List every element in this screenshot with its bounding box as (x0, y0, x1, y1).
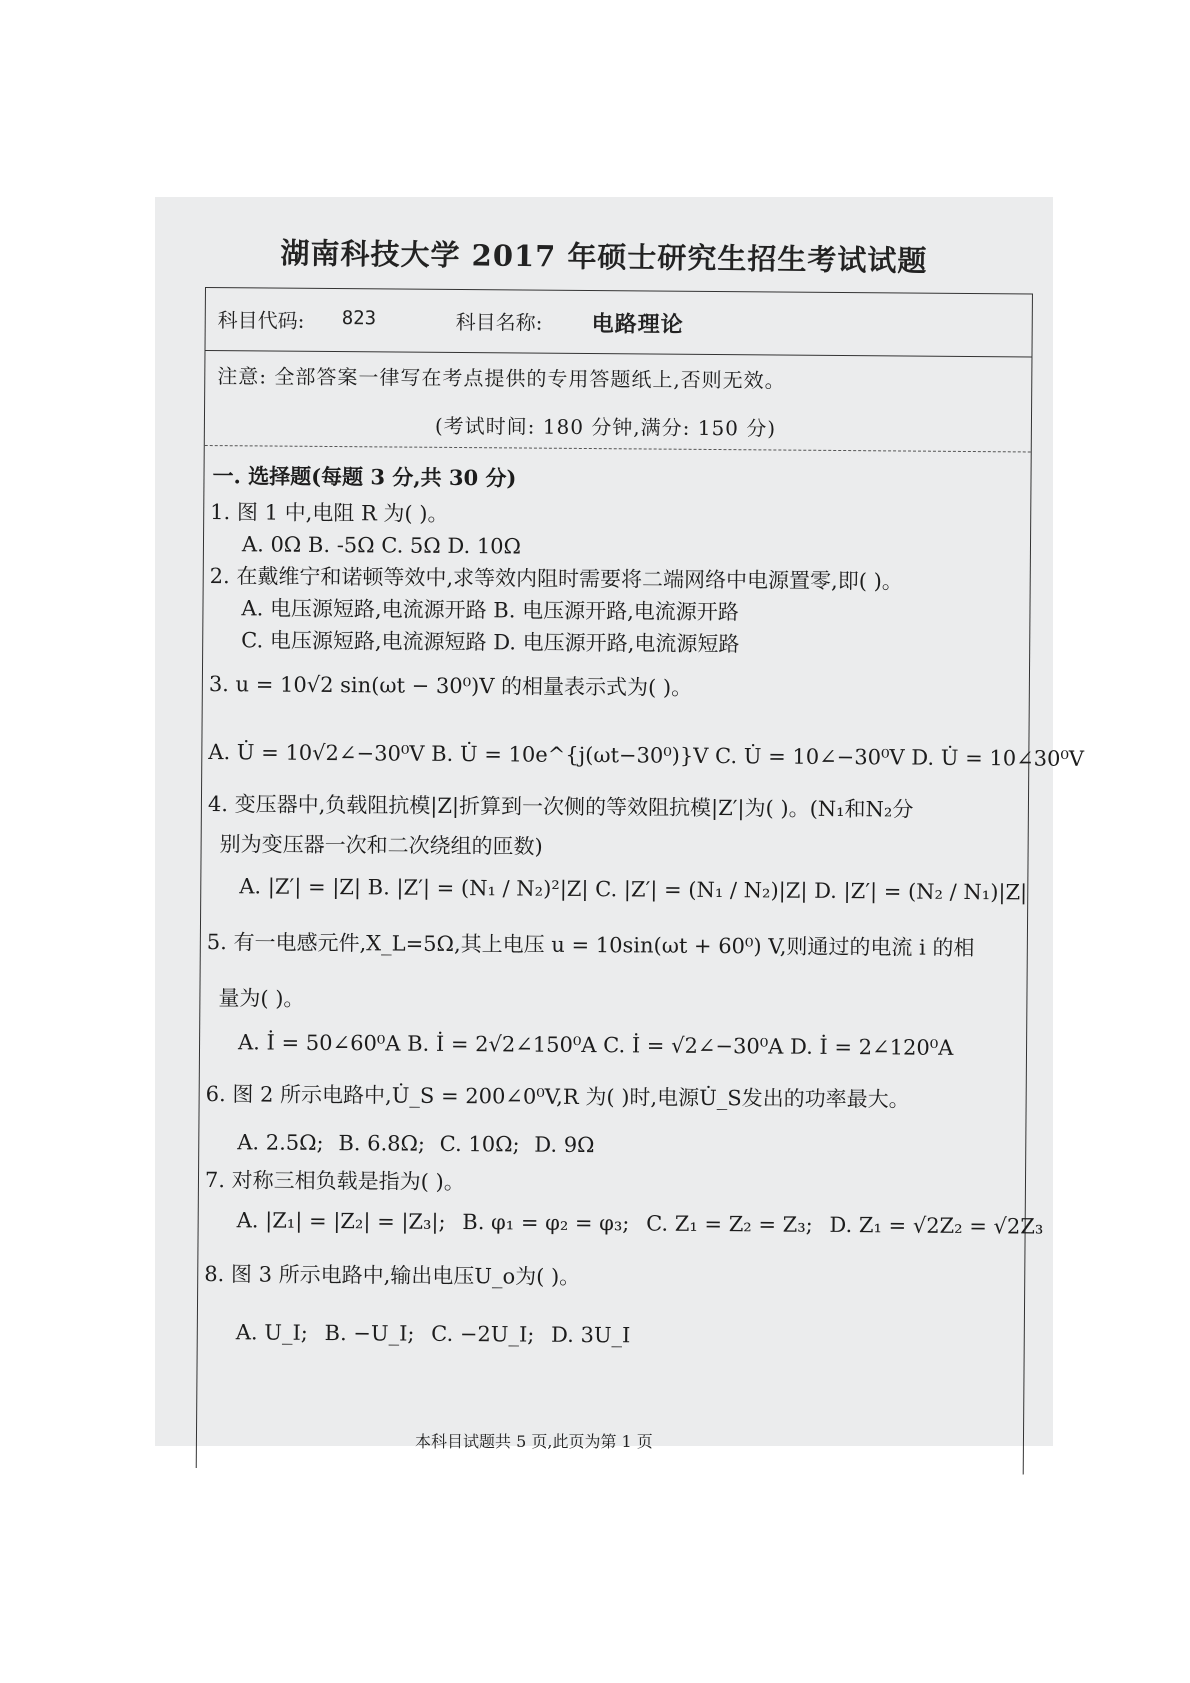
option-b: B. |Z′| = (N₁ / N₂)²|Z| (367, 875, 589, 902)
question-7: 7. 对称三相负载是指为( )。 (204, 1168, 465, 1195)
option-b: B. 6.8Ω; (338, 1131, 426, 1156)
subject-code-label: 科目代码: (217, 308, 305, 333)
question-6: 6. 图 2 所示电路中,U̇_S = 200∠0⁰V,R 为( )时,电源U̇_S发出的功率最大。 (205, 1082, 910, 1112)
exam-sheet (196, 287, 1085, 1474)
question-4-options (239, 872, 1027, 906)
exam-photo (155, 197, 1085, 1451)
option-a: A. 电压源短路,电流源开路 (241, 596, 487, 623)
option-a: A. İ = 50∠60⁰A (237, 1030, 401, 1056)
notice-text: 注意: 全部答案一律写在考点提供的专用答题纸上,否则无效。 (217, 364, 786, 393)
question-3-options (208, 738, 1084, 773)
question-2: 2. 在戴维宁和诺顿等效中,求等效内阻时需要将二端网络中电源置零,即( )。 (209, 564, 903, 594)
option-a: A. 2.5Ω; (237, 1130, 324, 1155)
option-c: C. U̇ = 10∠−30⁰V (715, 744, 905, 770)
option-a: A. |Z′| = |Z| (239, 874, 362, 900)
question-5-options (238, 1028, 954, 1062)
question-5-continued: 量为( )。 (218, 986, 305, 1011)
option-d: D. Z₁ = √2Z₂ = √2Z₃ (829, 1212, 1044, 1239)
question-8-options (236, 1318, 631, 1349)
question-7-options (237, 1206, 1044, 1240)
page-footer: 本科目试题共 5 页,此页为第 1 页 (415, 1432, 653, 1451)
question-1: 1. 图 1 中,电阻 R 为( )。 (210, 500, 449, 526)
option-b: B. -5Ω (307, 532, 375, 558)
option-d: D. İ = 2∠120⁰A (789, 1034, 954, 1060)
option-b: B. 电压源开路,电流源开路 (493, 598, 739, 625)
option-b: B. −U_I; (324, 1320, 415, 1346)
option-c: C. 5Ω (381, 533, 441, 558)
option-d: D. 9Ω (534, 1132, 595, 1158)
question-1-options (242, 530, 521, 560)
question-6-options (237, 1128, 594, 1159)
section-title: 一. 选择题(每题 3 分,共 30 分) (212, 463, 517, 491)
option-c: C. 电压源短路,电流源短路 (241, 628, 487, 655)
notice-row (205, 350, 1032, 452)
exam-time-info: (考试时间: 180 分钟,满分: 150 分) (434, 413, 777, 441)
option-d: D. 电压源开路,电流源短路 (493, 630, 740, 657)
option-b: B. φ₁ = φ₂ = φ₃; (462, 1210, 630, 1236)
option-d: D. |Z′| = (N₂ / N₁)|Z| (814, 878, 1028, 905)
option-b: B. U̇ = 10e^{j(ωt−30⁰)}V (431, 741, 709, 768)
question-3: 3. u = 10√2 sin(ωt − 30⁰)V 的相量表示式为( )。 (208, 672, 693, 700)
option-a: A. 0Ω (241, 532, 302, 557)
option-c: C. −2U_I; (431, 1321, 535, 1347)
question-4: 4. 变压器中,负载阻抗模|Z|折算到一次侧的等效阻抗模|Z′|为( )。(N₁和N₂分 (207, 792, 914, 822)
question-2-options-cd (241, 626, 739, 658)
exam-title: 湖南科技大学 2017 年硕士研究生招生考试试题 (280, 236, 928, 278)
option-d: D. U̇ = 10∠30⁰V (911, 745, 1085, 771)
option-c: C. |Z′| = (N₁ / N₂)|Z| (595, 877, 808, 903)
option-d: D. 10Ω (447, 533, 522, 559)
option-c: C. İ = √2∠−30⁰A (603, 1033, 784, 1059)
question-2-options-ab (241, 594, 739, 626)
question-8: 8. 图 3 所示电路中,输出电压U_o为( )。 (204, 1262, 581, 1289)
subject-code: 823 (341, 307, 377, 330)
option-c: C. 10Ω; (439, 1131, 520, 1157)
question-5: 5. 有一电感元件,X_L=5Ω,其上电压 u = 10sin(ωt + 60⁰) V,则通过的电流 i 的相 (206, 930, 975, 961)
subject-row (205, 288, 1031, 357)
question-4-continued: 别为变压器一次和二次绕组的匝数) (219, 832, 543, 859)
option-b: B. İ = 2√2∠150⁰A (407, 1031, 597, 1058)
option-a: A. U_I; (235, 1320, 308, 1345)
option-d: D. 3U_I (551, 1322, 631, 1348)
subject-name: 电路理论 (591, 312, 684, 338)
subject-name-label: 科目名称: (455, 309, 543, 335)
option-a: A. |Z₁| = |Z₂| = |Z₃|; (236, 1208, 446, 1234)
option-a: A. U̇ = 10√2∠−30⁰V (208, 740, 425, 766)
option-c: C. Z₁ = Z₂ = Z₃; (646, 1211, 813, 1237)
